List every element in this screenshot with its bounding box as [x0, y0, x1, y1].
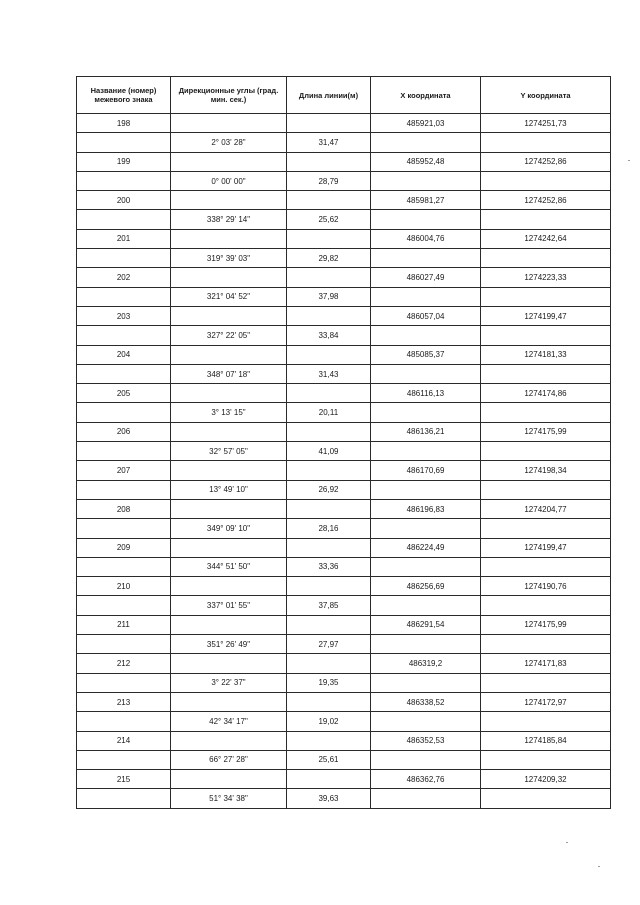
cell-x-coordinate: 485085,37 — [371, 345, 481, 364]
cell-bearing — [171, 538, 287, 557]
cell-marker-name — [77, 171, 171, 190]
cell-line-length — [287, 770, 371, 789]
table-row — [77, 596, 611, 615]
cell-bearing — [171, 152, 287, 171]
table-row — [77, 789, 611, 808]
cell-y-coordinate: 1274252,86 — [481, 191, 611, 210]
cell-marker-name: 213 — [77, 692, 171, 711]
cell-marker-name — [77, 750, 171, 769]
table-row — [77, 731, 611, 750]
cell-line-length: 29,82 — [287, 249, 371, 268]
scan-speck — [628, 160, 630, 161]
cell-marker-name: 207 — [77, 461, 171, 480]
cell-marker-name: 214 — [77, 731, 171, 750]
cell-x-coordinate: 486116,13 — [371, 384, 481, 403]
cell-y-coordinate: 1274171,83 — [481, 654, 611, 673]
table-row — [77, 461, 611, 480]
cell-marker-name: 203 — [77, 306, 171, 325]
table-header-row — [77, 77, 611, 114]
cell-x-coordinate — [371, 442, 481, 461]
cell-y-coordinate: 1274172,97 — [481, 692, 611, 711]
cell-y-coordinate — [481, 442, 611, 461]
cell-bearing: 321° 04' 52" — [171, 287, 287, 306]
table-row — [77, 210, 611, 229]
cell-y-coordinate — [481, 210, 611, 229]
cell-line-length: 28,79 — [287, 171, 371, 190]
cell-marker-name: 208 — [77, 499, 171, 518]
cell-x-coordinate: 486291,54 — [371, 615, 481, 634]
cell-x-coordinate — [371, 326, 481, 345]
cell-x-coordinate — [371, 712, 481, 731]
cell-line-length — [287, 191, 371, 210]
table-row — [77, 557, 611, 576]
cell-y-coordinate: 1274181,33 — [481, 345, 611, 364]
cell-x-coordinate: 486196,83 — [371, 499, 481, 518]
table-row — [77, 152, 611, 171]
table-row — [77, 306, 611, 325]
cell-marker-name: 198 — [77, 114, 171, 133]
scan-speck — [566, 842, 568, 843]
cell-marker-name: 199 — [77, 152, 171, 171]
cell-bearing — [171, 114, 287, 133]
cell-line-length — [287, 538, 371, 557]
cell-bearing — [171, 345, 287, 364]
cell-bearing: 51° 34' 38" — [171, 789, 287, 808]
cell-y-coordinate: 1274199,47 — [481, 538, 611, 557]
header-line-length: Длина линии(м) — [287, 77, 371, 114]
table-row — [77, 654, 611, 673]
cell-bearing — [171, 268, 287, 287]
cell-y-coordinate — [481, 635, 611, 654]
cell-bearing — [171, 654, 287, 673]
cell-y-coordinate — [481, 789, 611, 808]
table-row — [77, 692, 611, 711]
cell-marker-name: 206 — [77, 422, 171, 441]
cell-marker-name — [77, 673, 171, 692]
cell-y-coordinate — [481, 557, 611, 576]
cell-y-coordinate — [481, 480, 611, 499]
cell-x-coordinate — [371, 557, 481, 576]
cell-line-length — [287, 422, 371, 441]
cell-bearing: 66° 27' 28" — [171, 750, 287, 769]
cell-bearing: 351° 26' 49" — [171, 635, 287, 654]
cell-x-coordinate: 486338,52 — [371, 692, 481, 711]
cell-y-coordinate: 1274190,76 — [481, 577, 611, 596]
cell-line-length: 28,16 — [287, 519, 371, 538]
cell-bearing — [171, 306, 287, 325]
cell-line-length — [287, 731, 371, 750]
cell-bearing — [171, 461, 287, 480]
cell-line-length — [287, 114, 371, 133]
header-marker-name: Название (номер) межевого знака — [77, 77, 171, 114]
table-row — [77, 191, 611, 210]
table-row — [77, 384, 611, 403]
cell-marker-name — [77, 635, 171, 654]
cell-line-length: 25,61 — [287, 750, 371, 769]
cell-line-length — [287, 577, 371, 596]
cell-line-length: 19,35 — [287, 673, 371, 692]
cell-bearing: 349° 09' 10" — [171, 519, 287, 538]
cell-bearing: 348° 07' 18" — [171, 364, 287, 383]
cell-bearing — [171, 191, 287, 210]
cell-line-length: 37,85 — [287, 596, 371, 615]
cell-line-length: 26,92 — [287, 480, 371, 499]
cell-bearing — [171, 615, 287, 634]
cell-marker-name: 205 — [77, 384, 171, 403]
cell-line-length: 25,62 — [287, 210, 371, 229]
cell-marker-name: 215 — [77, 770, 171, 789]
cell-x-coordinate — [371, 789, 481, 808]
cell-x-coordinate — [371, 133, 481, 152]
cell-y-coordinate: 1274204,77 — [481, 499, 611, 518]
cell-marker-name: 212 — [77, 654, 171, 673]
cell-bearing: 337° 01' 55" — [171, 596, 287, 615]
table-row — [77, 770, 611, 789]
cell-x-coordinate: 485981,27 — [371, 191, 481, 210]
cell-y-coordinate — [481, 519, 611, 538]
cell-line-length: 27,97 — [287, 635, 371, 654]
cell-x-coordinate: 486256,69 — [371, 577, 481, 596]
cell-marker-name — [77, 480, 171, 499]
cell-x-coordinate: 486136,21 — [371, 422, 481, 441]
cell-bearing: 3° 22' 37" — [171, 673, 287, 692]
cell-bearing — [171, 422, 287, 441]
cell-bearing: 338° 29' 14" — [171, 210, 287, 229]
cell-marker-name — [77, 519, 171, 538]
cell-y-coordinate — [481, 364, 611, 383]
cell-y-coordinate: 1274175,99 — [481, 615, 611, 634]
cell-marker-name — [77, 287, 171, 306]
table-body — [77, 114, 611, 809]
cell-x-coordinate: 486224,49 — [371, 538, 481, 557]
boundary-coordinates-table — [76, 76, 611, 809]
cell-line-length — [287, 615, 371, 634]
table-row — [77, 171, 611, 190]
table-row — [77, 750, 611, 769]
cell-marker-name — [77, 442, 171, 461]
table-row — [77, 673, 611, 692]
cell-y-coordinate: 1274209,32 — [481, 770, 611, 789]
cell-x-coordinate: 485921,03 — [371, 114, 481, 133]
cell-bearing: 319° 39' 03" — [171, 249, 287, 268]
header-y-coordinate: Y координата — [481, 77, 611, 114]
cell-marker-name — [77, 712, 171, 731]
cell-line-length: 20,11 — [287, 403, 371, 422]
cell-line-length — [287, 229, 371, 248]
cell-y-coordinate — [481, 673, 611, 692]
cell-x-coordinate: 486004,76 — [371, 229, 481, 248]
cell-bearing — [171, 499, 287, 518]
table-row — [77, 519, 611, 538]
cell-marker-name: 211 — [77, 615, 171, 634]
cell-bearing: 0° 00' 00" — [171, 171, 287, 190]
cell-line-length: 37,98 — [287, 287, 371, 306]
cell-marker-name — [77, 403, 171, 422]
cell-x-coordinate — [371, 635, 481, 654]
cell-bearing: 327° 22' 05" — [171, 326, 287, 345]
cell-bearing — [171, 770, 287, 789]
table-row — [77, 499, 611, 518]
table-row — [77, 442, 611, 461]
cell-y-coordinate: 1274185,84 — [481, 731, 611, 750]
cell-x-coordinate — [371, 596, 481, 615]
cell-x-coordinate: 486170,69 — [371, 461, 481, 480]
cell-line-length — [287, 499, 371, 518]
cell-y-coordinate: 1274242,64 — [481, 229, 611, 248]
cell-x-coordinate: 486319,2 — [371, 654, 481, 673]
cell-marker-name: 209 — [77, 538, 171, 557]
cell-x-coordinate — [371, 673, 481, 692]
cell-y-coordinate — [481, 133, 611, 152]
cell-x-coordinate: 486057,04 — [371, 306, 481, 325]
cell-line-length — [287, 345, 371, 364]
cell-bearing: 2° 03' 28" — [171, 133, 287, 152]
cell-line-length: 39,63 — [287, 789, 371, 808]
table-row — [77, 635, 611, 654]
scan-speck — [598, 866, 600, 867]
cell-bearing — [171, 229, 287, 248]
cell-x-coordinate — [371, 403, 481, 422]
cell-x-coordinate — [371, 210, 481, 229]
table-row — [77, 403, 611, 422]
cell-marker-name — [77, 326, 171, 345]
cell-y-coordinate: 1274252,86 — [481, 152, 611, 171]
cell-bearing: 3° 13' 15" — [171, 403, 287, 422]
cell-x-coordinate: 486352,53 — [371, 731, 481, 750]
cell-x-coordinate: 486027,49 — [371, 268, 481, 287]
table-row — [77, 364, 611, 383]
table-row — [77, 133, 611, 152]
cell-y-coordinate — [481, 249, 611, 268]
cell-bearing: 344° 51' 50" — [171, 557, 287, 576]
cell-y-coordinate: 1274251,73 — [481, 114, 611, 133]
table-row — [77, 538, 611, 557]
cell-y-coordinate — [481, 171, 611, 190]
table-row — [77, 480, 611, 499]
cell-bearing — [171, 577, 287, 596]
cell-y-coordinate — [481, 712, 611, 731]
cell-line-length: 19,02 — [287, 712, 371, 731]
cell-marker-name — [77, 249, 171, 268]
cell-marker-name: 202 — [77, 268, 171, 287]
cell-y-coordinate: 1274199,47 — [481, 306, 611, 325]
cell-line-length: 31,47 — [287, 133, 371, 152]
cell-x-coordinate — [371, 171, 481, 190]
cell-marker-name: 200 — [77, 191, 171, 210]
cell-x-coordinate — [371, 249, 481, 268]
cell-line-length — [287, 268, 371, 287]
cell-marker-name — [77, 210, 171, 229]
cell-y-coordinate — [481, 750, 611, 769]
cell-y-coordinate — [481, 326, 611, 345]
cell-x-coordinate: 486362,76 — [371, 770, 481, 789]
table-row — [77, 268, 611, 287]
cell-x-coordinate — [371, 519, 481, 538]
table-row — [77, 326, 611, 345]
cell-marker-name — [77, 557, 171, 576]
cell-x-coordinate — [371, 287, 481, 306]
cell-marker-name: 201 — [77, 229, 171, 248]
table-row — [77, 615, 611, 634]
cell-marker-name — [77, 364, 171, 383]
cell-marker-name — [77, 596, 171, 615]
cell-y-coordinate: 1274223,33 — [481, 268, 611, 287]
cell-x-coordinate — [371, 364, 481, 383]
cell-y-coordinate: 1274174,86 — [481, 384, 611, 403]
table-row — [77, 577, 611, 596]
cell-line-length — [287, 461, 371, 480]
cell-x-coordinate — [371, 750, 481, 769]
cell-bearing: 32° 57' 05" — [171, 442, 287, 461]
cell-line-length — [287, 692, 371, 711]
table-row — [77, 712, 611, 731]
table-row — [77, 249, 611, 268]
cell-bearing — [171, 731, 287, 750]
header-bearing: Дирекционные углы (град. мин. сек.) — [171, 77, 287, 114]
cell-y-coordinate: 1274175,99 — [481, 422, 611, 441]
table-row — [77, 422, 611, 441]
cell-y-coordinate: 1274198,34 — [481, 461, 611, 480]
cell-line-length: 31,43 — [287, 364, 371, 383]
table-row — [77, 345, 611, 364]
cell-marker-name — [77, 789, 171, 808]
cell-bearing — [171, 384, 287, 403]
table-row — [77, 229, 611, 248]
cell-y-coordinate — [481, 596, 611, 615]
cell-line-length: 33,36 — [287, 557, 371, 576]
cell-y-coordinate — [481, 403, 611, 422]
cell-line-length: 41,09 — [287, 442, 371, 461]
cell-marker-name: 210 — [77, 577, 171, 596]
cell-line-length — [287, 152, 371, 171]
table-row — [77, 287, 611, 306]
header-x-coordinate: X координата — [371, 77, 481, 114]
cell-bearing: 42° 34' 17" — [171, 712, 287, 731]
table-row — [77, 114, 611, 133]
cell-marker-name — [77, 133, 171, 152]
cell-line-length — [287, 384, 371, 403]
cell-x-coordinate — [371, 480, 481, 499]
cell-line-length — [287, 654, 371, 673]
cell-bearing: 13° 49' 10" — [171, 480, 287, 499]
cell-line-length — [287, 306, 371, 325]
cell-bearing — [171, 692, 287, 711]
cell-x-coordinate: 485952,48 — [371, 152, 481, 171]
cell-y-coordinate — [481, 287, 611, 306]
cell-line-length: 33,84 — [287, 326, 371, 345]
cell-marker-name: 204 — [77, 345, 171, 364]
